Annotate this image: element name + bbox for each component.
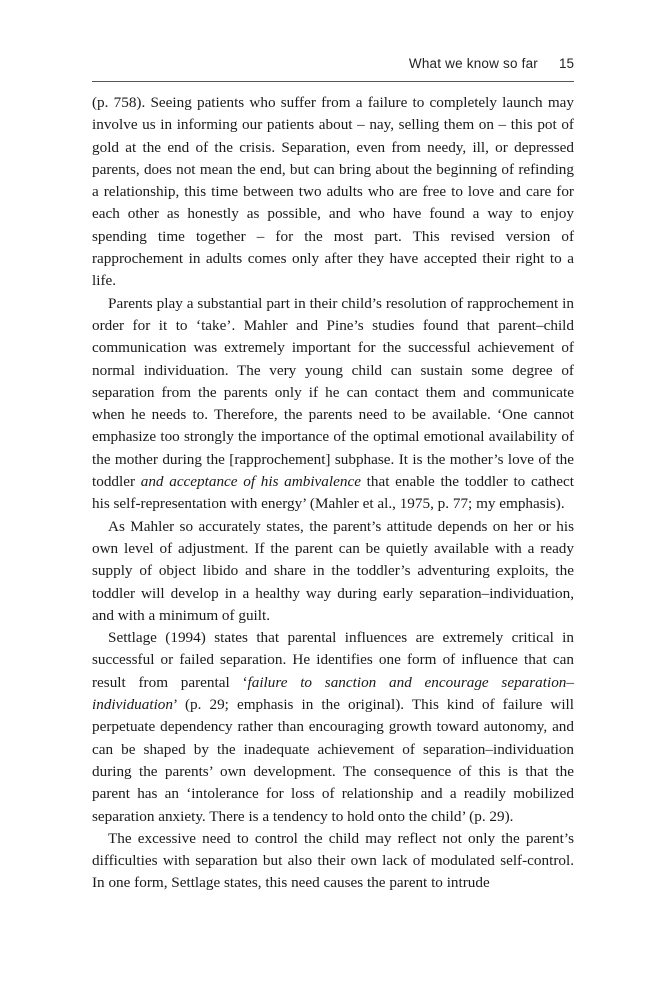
header-rule <box>92 81 574 82</box>
text-run: As Mahler so accurately states, the parent’s attitude depends on her or his own level of adjustment. If the parent can be quietly available with a ready supply of object libido and share in the toddler’s adventuring exploits, the toddler will develop in a healthy way during early separation–individuation, and with a minimum of guilt. <box>92 517 574 624</box>
text-run: that enable the toddler to cathect his self-representation with energy’ (Mahler et al., 1975, p. 77; my emphasis). <box>92 473 574 513</box>
paragraph <box>92 828 574 895</box>
italic-phrase: and acceptance of his ambivalence <box>140 473 361 491</box>
text-run: (p. 758). Seeing patients who suffer from a failure to completely launch may involve us in informing our patients about – nay, selling them on – this pot of gold at the end of the crisis. Separation, even from needy, ill, or depressed parents, does not mean the end, but can bring about the beginning of refinding a relationship, this time between two adults who are free to love and care for each other as honestly as possible, and who have found a way to enjoy spending time together – for the most part. This revised version of rapprochement in adults comes only after they have accepted their right to a life. <box>92 94 574 290</box>
running-head-title: What we know so far <box>408 56 538 71</box>
text-run: ’ (p. 29; emphasis in the original). This kind of failure will perpetuate dependency rather than encouraging growth toward autonomy, and can be shaped by the inadequate achievement of separation–individuation during the parents’ own development. The consequence of this is that the parent has an ‘intolerance for loss of relationship and a readily mobilized separation anxiety. There is a tendency to hold onto the child’ (p. 29). <box>92 696 574 825</box>
text-run: Settlage (1994) states that parental influences are extremely critical in successful or failed separation. He identifies one form of influence that can result from parental ‘ <box>92 629 574 691</box>
page-number: 15 <box>558 56 574 71</box>
text-run: The excessive need to control the child may reflect not only the parent’s difficulties with separation but also their own lack of modulated self-control. In one form, Settlage states, this need causes the parent to intrude <box>92 829 574 892</box>
text-run: Parents play a substantial part in their child’s resolution of rapprochement in order for it to ‘take’. Mahler and Pine’s studies found that parent–child communication was extremely important for the successful achievement of normal individuation. The very young child can sustain some degree of separation from the parents only if he can contact them and communicate when he needs to. Therefore, the parents need to be available. ‘One cannot emphasize too strongly the importance of the optimal emotional availability of the mother during the [rapprochement] subphase. It is the mother’s love of the toddler <box>92 294 574 491</box>
body-text <box>92 92 574 895</box>
paragraph <box>92 516 574 627</box>
paragraph <box>92 627 574 828</box>
paragraph <box>92 92 574 293</box>
running-head <box>92 56 574 76</box>
paragraph <box>92 293 574 516</box>
italic-phrase: failure to sanction and encourage separation–individuation <box>92 673 574 714</box>
